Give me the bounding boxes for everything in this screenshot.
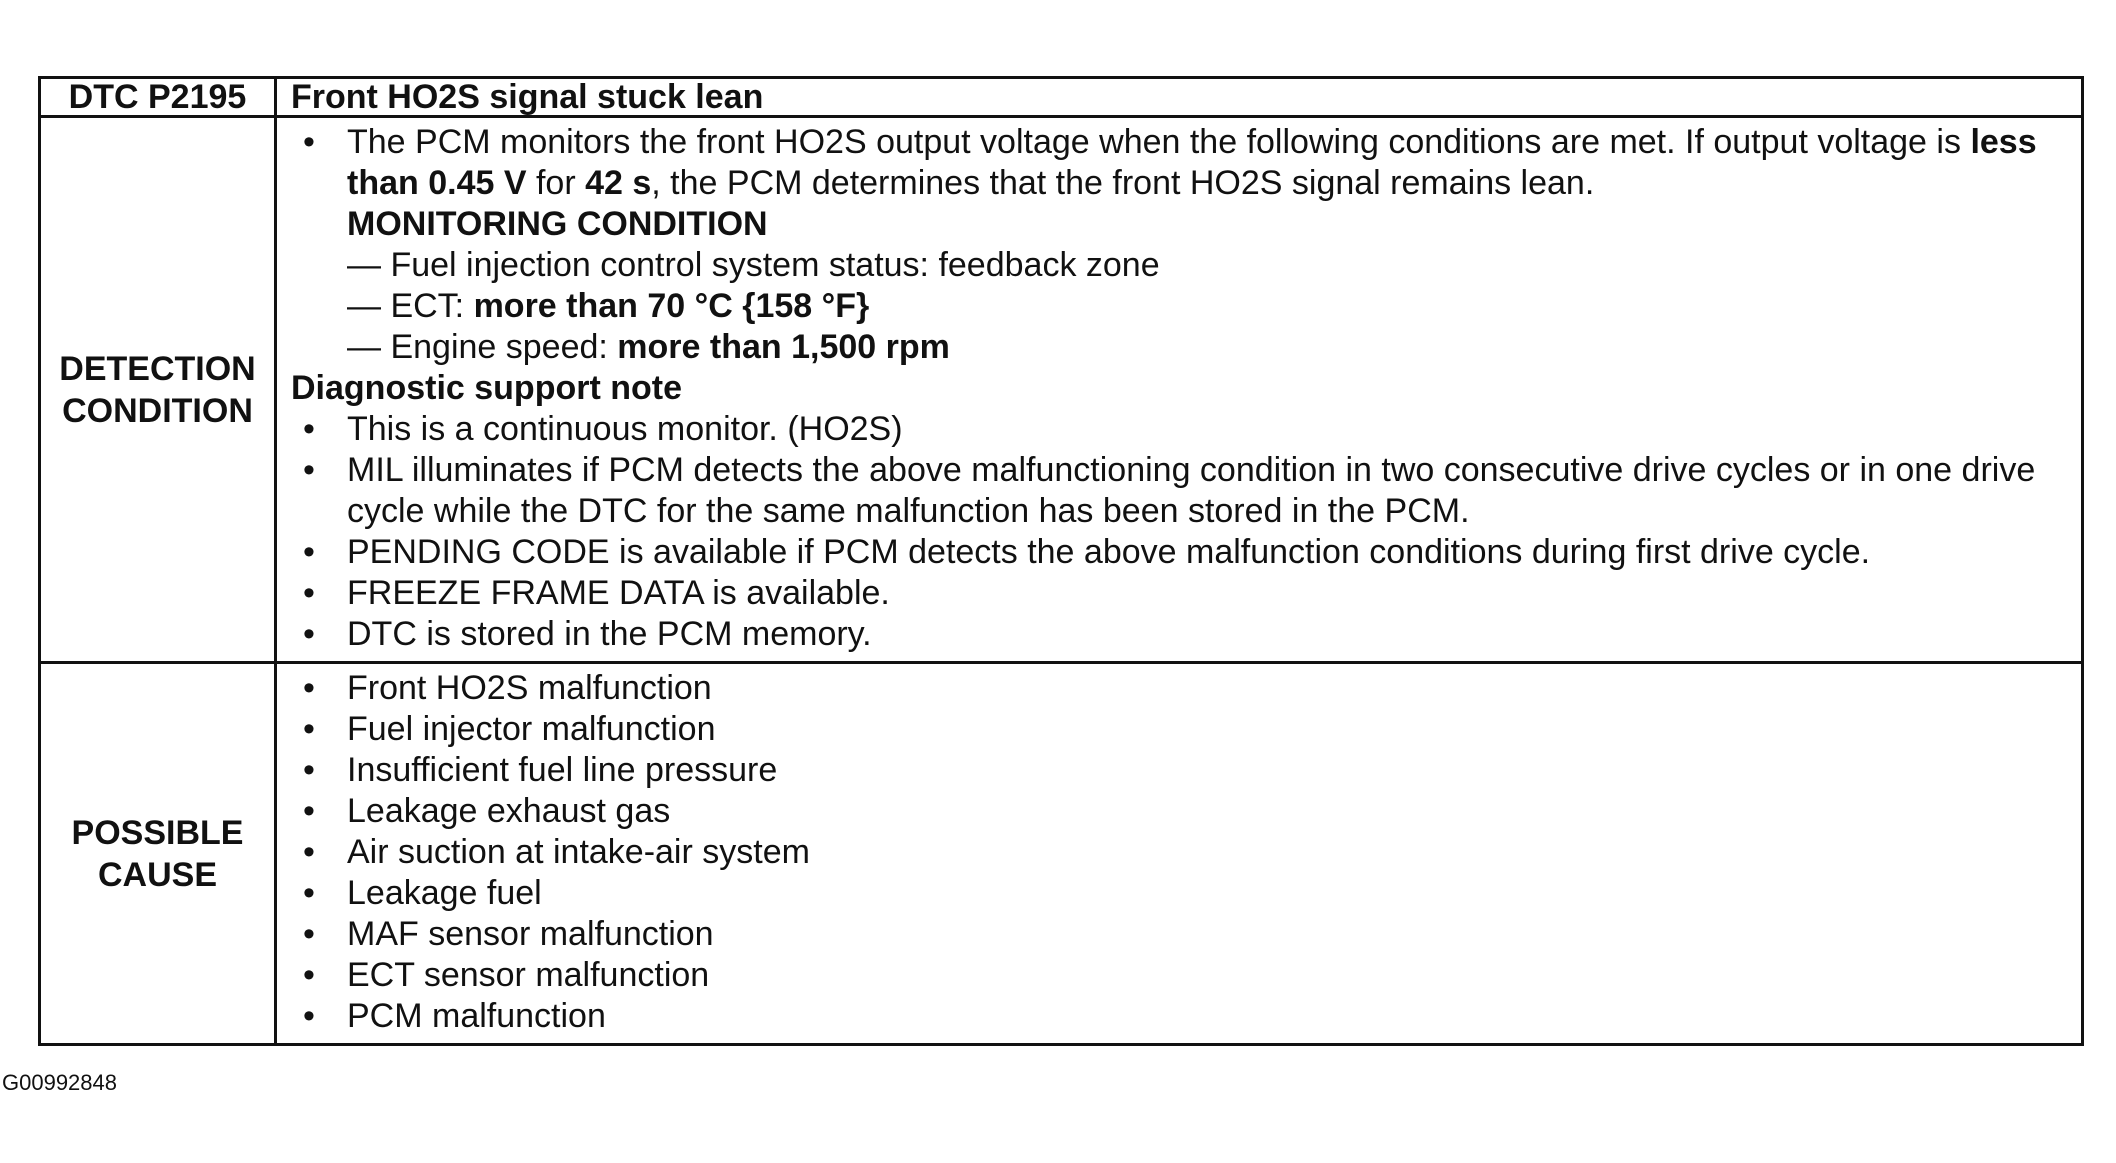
possible-cause-label-line1: POSSIBLE bbox=[71, 813, 244, 852]
support-note-item: • FREEZE FRAME DATA is available. bbox=[291, 573, 2071, 614]
detection-content bbox=[276, 117, 2083, 663]
figure-id: G00992848 bbox=[2, 1070, 117, 1095]
dtc-title: Front HO2S signal stuck lean bbox=[276, 78, 2083, 117]
condition-engine-speed bbox=[291, 327, 2071, 368]
condition-engine-speed-value: more than 1,500 rpm bbox=[617, 328, 950, 366]
support-note-heading: Diagnostic support note bbox=[291, 369, 682, 407]
cause-item: • Air suction at intake-air system bbox=[291, 832, 2071, 873]
detection-intro bbox=[291, 122, 2071, 204]
condition-engine-speed-label: — Engine speed: bbox=[347, 328, 618, 366]
cause-item: • ECT sensor malfunction bbox=[291, 955, 2071, 996]
detection-label-line1: DETECTION bbox=[59, 349, 256, 388]
intro-for: for bbox=[526, 164, 586, 202]
detection-row bbox=[40, 117, 2083, 663]
dtc-table bbox=[38, 76, 2084, 1046]
possible-cause-row bbox=[40, 663, 2083, 1045]
support-note-item: • DTC is stored in the PCM memory. bbox=[291, 614, 2071, 655]
header-row bbox=[40, 78, 2083, 117]
cause-item: • MAF sensor malfunction bbox=[291, 914, 2071, 955]
cause-item: • Insufficient fuel line pressure bbox=[291, 750, 2071, 791]
support-note-item: • MIL illuminates if PCM detects the above malfunctioning condition in two consecutive drive cycles or in one drive cycle while the DTC for the same malfunction has been stored in the PCM. bbox=[291, 450, 2071, 532]
dtc-code: DTC P2195 bbox=[40, 78, 276, 117]
cause-item: • Front HO2S malfunction bbox=[291, 668, 2071, 709]
voltage-threshold: less than 0.45 V bbox=[347, 123, 2037, 202]
intro-text: The PCM monitors the front HO2S output voltage when the following conditions are met. If output voltage is bbox=[347, 123, 1961, 161]
possible-cause-label bbox=[40, 663, 276, 1045]
possible-cause-content bbox=[276, 663, 2083, 1045]
condition-ect bbox=[291, 286, 2071, 327]
support-note-item: • PENDING CODE is available if PCM detects the above malfunction conditions during first drive cycle. bbox=[291, 532, 2071, 573]
monitoring-heading: MONITORING CONDITION bbox=[347, 205, 768, 243]
intro-conclusion: , the PCM determines that the front HO2S signal remains lean. bbox=[651, 164, 1595, 202]
possible-cause-label-line2: CAUSE bbox=[97, 855, 218, 894]
cause-item: • Leakage fuel bbox=[291, 873, 2071, 914]
cause-item: • Fuel injector malfunction bbox=[291, 709, 2071, 750]
cause-item: • Leakage exhaust gas bbox=[291, 791, 2071, 832]
duration-threshold: 42 s bbox=[585, 164, 652, 202]
detection-label-line2: CONDITION bbox=[62, 391, 253, 430]
condition-ect-label: — ECT: bbox=[347, 287, 474, 325]
condition-fuel-injection: — Fuel injection control system status: feedback zone bbox=[347, 246, 1160, 284]
cause-item: • PCM malfunction bbox=[291, 996, 2071, 1037]
detection-label bbox=[40, 117, 276, 663]
condition-ect-value: more than 70 °C {158 °F} bbox=[473, 287, 870, 325]
support-note-item: • This is a continuous monitor. (HO2S) bbox=[291, 409, 2071, 450]
